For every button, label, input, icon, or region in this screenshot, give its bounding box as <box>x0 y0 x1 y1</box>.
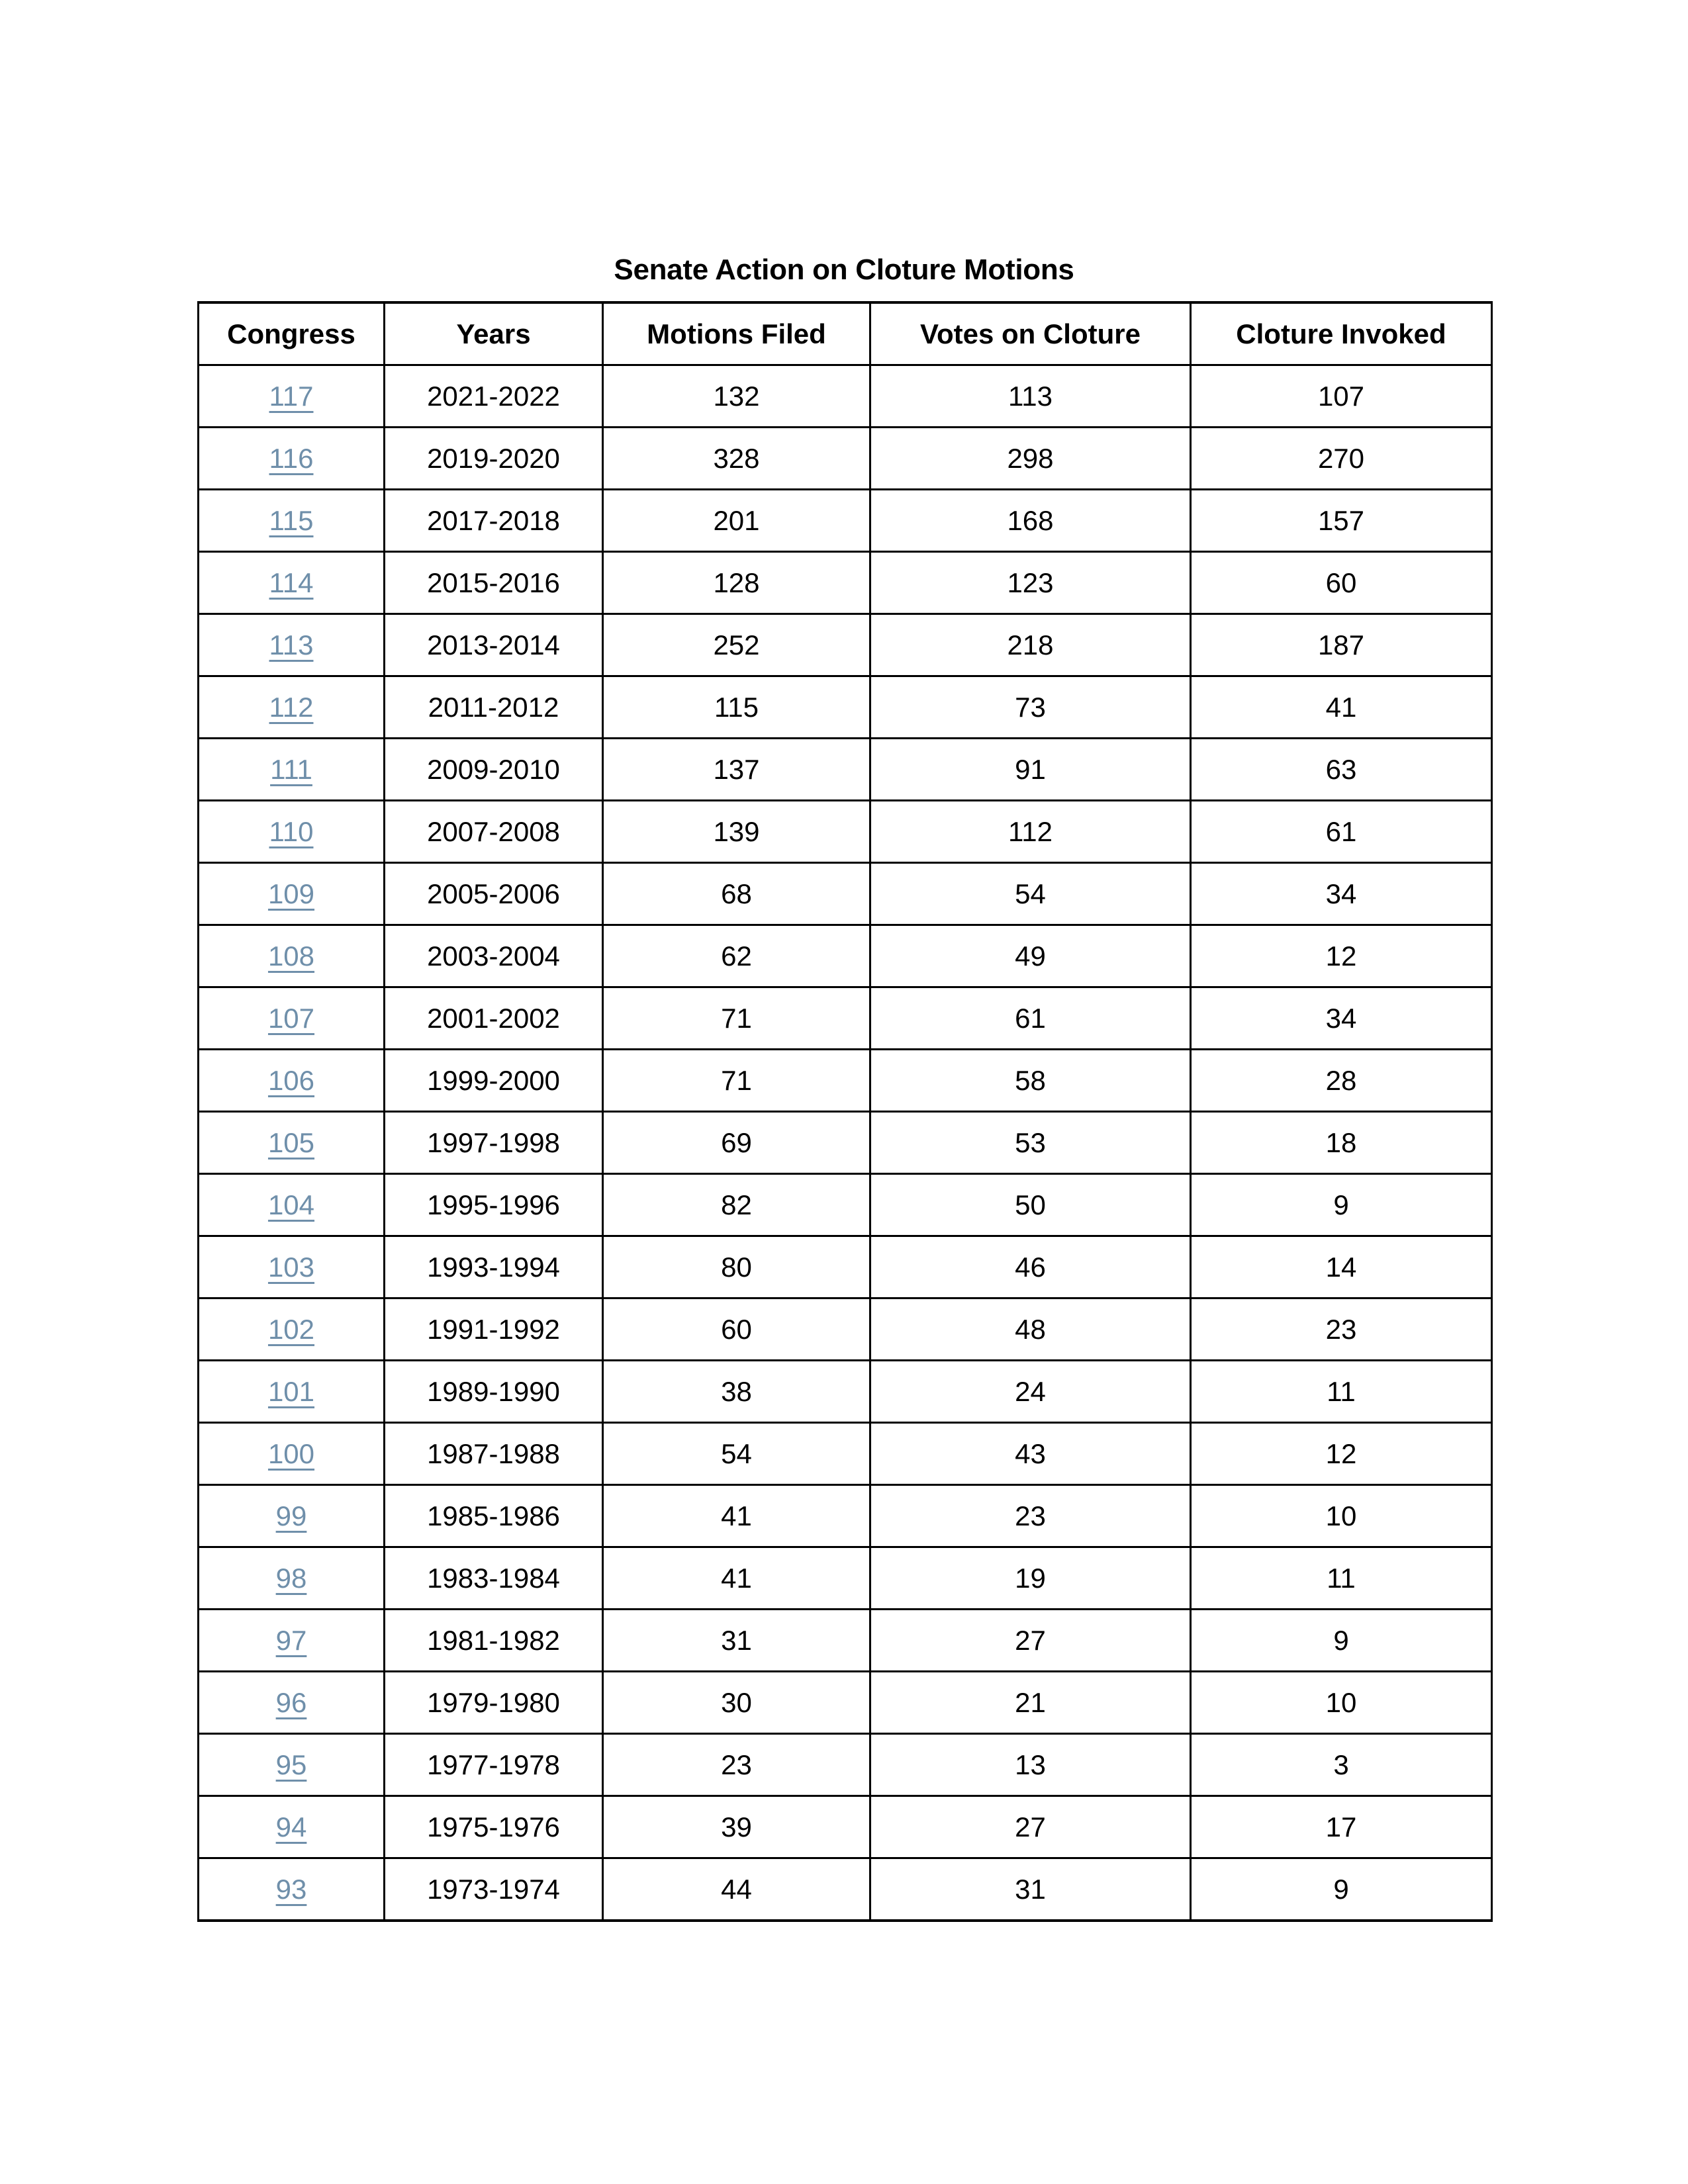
years-cell: 2017-2018 <box>385 490 603 552</box>
congress-link[interactable]: 112 <box>269 691 314 723</box>
motions-filed-cell: 69 <box>603 1112 870 1174</box>
votes-on-cloture-cell: 123 <box>870 552 1191 614</box>
motions-filed-cell: 328 <box>603 428 870 490</box>
congress-cell <box>199 676 385 739</box>
motions-filed-cell: 128 <box>603 552 870 614</box>
column-header-cloture-invoked: Cloture Invoked <box>1191 302 1492 365</box>
motions-filed-cell: 68 <box>603 863 870 925</box>
congress-link[interactable]: 110 <box>269 815 314 847</box>
congress-link[interactable]: 106 <box>267 1064 315 1096</box>
table-row <box>199 1547 1492 1610</box>
years-cell: 1997-1998 <box>385 1112 603 1174</box>
congress-link[interactable]: 96 <box>275 1686 307 1718</box>
cloture-invoked-cell: 41 <box>1191 676 1492 739</box>
cloture-table <box>197 301 1493 1922</box>
congress-link[interactable]: 105 <box>267 1126 315 1158</box>
table-row <box>199 1485 1492 1547</box>
congress-cell <box>199 925 385 987</box>
years-cell: 1989-1990 <box>385 1361 603 1423</box>
table-row <box>199 1050 1492 1112</box>
congress-link[interactable]: 103 <box>267 1251 315 1283</box>
congress-cell <box>199 490 385 552</box>
congress-link[interactable]: 108 <box>267 940 315 972</box>
cloture-invoked-cell: 187 <box>1191 614 1492 676</box>
votes-on-cloture-cell: 54 <box>870 863 1191 925</box>
congress-cell <box>199 614 385 676</box>
votes-on-cloture-cell: 23 <box>870 1485 1191 1547</box>
motions-filed-cell: 80 <box>603 1236 870 1298</box>
years-cell: 1995-1996 <box>385 1174 603 1236</box>
votes-on-cloture-cell: 73 <box>870 676 1191 739</box>
years-cell: 2015-2016 <box>385 552 603 614</box>
votes-on-cloture-cell: 27 <box>870 1796 1191 1858</box>
table-row <box>199 1672 1492 1734</box>
motions-filed-cell: 38 <box>603 1361 870 1423</box>
years-cell: 2005-2006 <box>385 863 603 925</box>
cloture-invoked-cell: 107 <box>1191 365 1492 428</box>
votes-on-cloture-cell: 298 <box>870 428 1191 490</box>
cloture-invoked-cell: 12 <box>1191 925 1492 987</box>
congress-cell <box>199 428 385 490</box>
congress-link[interactable]: 114 <box>269 567 314 598</box>
table-row <box>199 987 1492 1050</box>
votes-on-cloture-cell: 91 <box>870 739 1191 801</box>
congress-link[interactable]: 113 <box>269 629 314 660</box>
congress-cell <box>199 1298 385 1361</box>
votes-on-cloture-cell: 49 <box>870 925 1191 987</box>
cloture-invoked-cell: 61 <box>1191 801 1492 863</box>
motions-filed-cell: 71 <box>603 1050 870 1112</box>
cloture-invoked-cell: 11 <box>1191 1547 1492 1610</box>
votes-on-cloture-cell: 43 <box>870 1423 1191 1485</box>
cloture-invoked-cell: 9 <box>1191 1610 1492 1672</box>
column-header-votes-on-cloture: Votes on Cloture <box>870 302 1191 365</box>
congress-link[interactable]: 111 <box>270 753 312 785</box>
congress-cell <box>199 1547 385 1610</box>
congress-link[interactable]: 116 <box>269 442 314 474</box>
table-row <box>199 676 1492 739</box>
table-title: Senate Action on Cloture Motions <box>614 253 1074 286</box>
years-cell: 2009-2010 <box>385 739 603 801</box>
votes-on-cloture-cell: 61 <box>870 987 1191 1050</box>
congress-cell <box>199 1361 385 1423</box>
table-row <box>199 1298 1492 1361</box>
motions-filed-cell: 30 <box>603 1672 870 1734</box>
votes-on-cloture-cell: 53 <box>870 1112 1191 1174</box>
votes-on-cloture-cell: 112 <box>870 801 1191 863</box>
table-row <box>199 863 1492 925</box>
motions-filed-cell: 31 <box>603 1610 870 1672</box>
congress-cell <box>199 863 385 925</box>
congress-link[interactable]: 115 <box>269 504 314 536</box>
table-row <box>199 552 1492 614</box>
years-cell: 1983-1984 <box>385 1547 603 1610</box>
congress-cell <box>199 987 385 1050</box>
motions-filed-cell: 62 <box>603 925 870 987</box>
motions-filed-cell: 71 <box>603 987 870 1050</box>
years-cell: 2011-2012 <box>385 676 603 739</box>
table-row <box>199 1236 1492 1298</box>
cloture-invoked-cell: 28 <box>1191 1050 1492 1112</box>
votes-on-cloture-cell: 58 <box>870 1050 1191 1112</box>
years-cell: 1977-1978 <box>385 1734 603 1796</box>
congress-cell <box>199 1174 385 1236</box>
congress-link[interactable]: 95 <box>275 1749 307 1780</box>
years-cell: 1973-1974 <box>385 1858 603 1921</box>
table-row <box>199 428 1492 490</box>
votes-on-cloture-cell: 113 <box>870 365 1191 428</box>
table-row <box>199 801 1492 863</box>
congress-cell <box>199 739 385 801</box>
congress-cell <box>199 1112 385 1174</box>
cloture-invoked-cell: 270 <box>1191 428 1492 490</box>
votes-on-cloture-cell: 218 <box>870 614 1191 676</box>
votes-on-cloture-cell: 19 <box>870 1547 1191 1610</box>
cloture-invoked-cell: 9 <box>1191 1858 1492 1921</box>
motions-filed-cell: 139 <box>603 801 870 863</box>
cloture-invoked-cell: 63 <box>1191 739 1492 801</box>
motions-filed-cell: 201 <box>603 490 870 552</box>
motions-filed-cell: 39 <box>603 1796 870 1858</box>
votes-on-cloture-cell: 168 <box>870 490 1191 552</box>
years-cell: 1987-1988 <box>385 1423 603 1485</box>
years-cell: 2019-2020 <box>385 428 603 490</box>
cloture-invoked-cell: 157 <box>1191 490 1492 552</box>
table-row <box>199 614 1492 676</box>
motions-filed-cell: 252 <box>603 614 870 676</box>
congress-link[interactable]: 98 <box>275 1562 307 1594</box>
congress-link[interactable]: 102 <box>267 1313 315 1345</box>
years-cell: 2007-2008 <box>385 801 603 863</box>
column-header-years: Years <box>385 302 603 365</box>
column-header-congress: Congress <box>199 302 385 365</box>
years-cell: 1979-1980 <box>385 1672 603 1734</box>
congress-cell <box>199 1236 385 1298</box>
table-row <box>199 1112 1492 1174</box>
cloture-invoked-cell: 23 <box>1191 1298 1492 1361</box>
years-cell: 1993-1994 <box>385 1236 603 1298</box>
column-header-motions-filed: Motions Filed <box>603 302 870 365</box>
congress-cell <box>199 1734 385 1796</box>
motions-filed-cell: 41 <box>603 1485 870 1547</box>
years-cell: 1975-1976 <box>385 1796 603 1858</box>
congress-link[interactable]: 104 <box>267 1189 315 1220</box>
years-cell: 1991-1992 <box>385 1298 603 1361</box>
table-header-row <box>199 302 1492 365</box>
motions-filed-cell: 115 <box>603 676 870 739</box>
congress-link[interactable]: 94 <box>275 1811 307 1843</box>
congress-cell <box>199 1485 385 1547</box>
cloture-invoked-cell: 14 <box>1191 1236 1492 1298</box>
motions-filed-cell: 132 <box>603 365 870 428</box>
motions-filed-cell: 82 <box>603 1174 870 1236</box>
table-row <box>199 1174 1492 1236</box>
votes-on-cloture-cell: 21 <box>870 1672 1191 1734</box>
table-row <box>199 365 1492 428</box>
cloture-invoked-cell: 34 <box>1191 863 1492 925</box>
years-cell: 2003-2004 <box>385 925 603 987</box>
years-cell: 2021-2022 <box>385 365 603 428</box>
congress-cell <box>199 1610 385 1672</box>
cloture-invoked-cell: 60 <box>1191 552 1492 614</box>
table-row <box>199 1361 1492 1423</box>
cloture-invoked-cell: 11 <box>1191 1361 1492 1423</box>
congress-link[interactable]: 107 <box>267 1002 315 1034</box>
motions-filed-cell: 54 <box>603 1423 870 1485</box>
table-row <box>199 739 1492 801</box>
votes-on-cloture-cell: 24 <box>870 1361 1191 1423</box>
motions-filed-cell: 137 <box>603 739 870 801</box>
motions-filed-cell: 41 <box>603 1547 870 1610</box>
years-cell: 1999-2000 <box>385 1050 603 1112</box>
table-row <box>199 1610 1492 1672</box>
table-row <box>199 1858 1492 1921</box>
votes-on-cloture-cell: 13 <box>870 1734 1191 1796</box>
motions-filed-cell: 23 <box>603 1734 870 1796</box>
cloture-invoked-cell: 10 <box>1191 1485 1492 1547</box>
cloture-invoked-cell: 18 <box>1191 1112 1492 1174</box>
votes-on-cloture-cell: 31 <box>870 1858 1191 1921</box>
cloture-invoked-cell: 34 <box>1191 987 1492 1050</box>
votes-on-cloture-cell: 27 <box>870 1610 1191 1672</box>
congress-cell <box>199 1423 385 1485</box>
table-row <box>199 1796 1492 1858</box>
congress-link[interactable]: 109 <box>267 878 315 909</box>
table-row <box>199 1423 1492 1485</box>
congress-link[interactable]: 101 <box>267 1375 315 1407</box>
years-cell: 1981-1982 <box>385 1610 603 1672</box>
table-row <box>199 1734 1492 1796</box>
congress-link[interactable]: 93 <box>275 1873 307 1905</box>
congress-link[interactable]: 99 <box>275 1500 307 1531</box>
years-cell: 2001-2002 <box>385 987 603 1050</box>
cloture-invoked-cell: 17 <box>1191 1796 1492 1858</box>
votes-on-cloture-cell: 46 <box>870 1236 1191 1298</box>
cloture-invoked-cell: 12 <box>1191 1423 1492 1485</box>
congress-cell <box>199 1796 385 1858</box>
cloture-invoked-cell: 10 <box>1191 1672 1492 1734</box>
motions-filed-cell: 60 <box>603 1298 870 1361</box>
votes-on-cloture-cell: 50 <box>870 1174 1191 1236</box>
table-row <box>199 925 1492 987</box>
congress-cell <box>199 1672 385 1734</box>
congress-cell <box>199 365 385 428</box>
congress-link[interactable]: 97 <box>275 1624 307 1656</box>
years-cell: 1985-1986 <box>385 1485 603 1547</box>
congress-link[interactable]: 100 <box>267 1437 315 1469</box>
congress-cell <box>199 801 385 863</box>
cloture-invoked-cell: 3 <box>1191 1734 1492 1796</box>
votes-on-cloture-cell: 48 <box>870 1298 1191 1361</box>
motions-filed-cell: 44 <box>603 1858 870 1921</box>
table-row <box>199 490 1492 552</box>
years-cell: 2013-2014 <box>385 614 603 676</box>
cloture-invoked-cell: 9 <box>1191 1174 1492 1236</box>
table-body <box>199 365 1492 1921</box>
congress-cell <box>199 1050 385 1112</box>
congress-link[interactable]: 117 <box>269 380 314 412</box>
congress-cell <box>199 1858 385 1921</box>
congress-cell <box>199 552 385 614</box>
